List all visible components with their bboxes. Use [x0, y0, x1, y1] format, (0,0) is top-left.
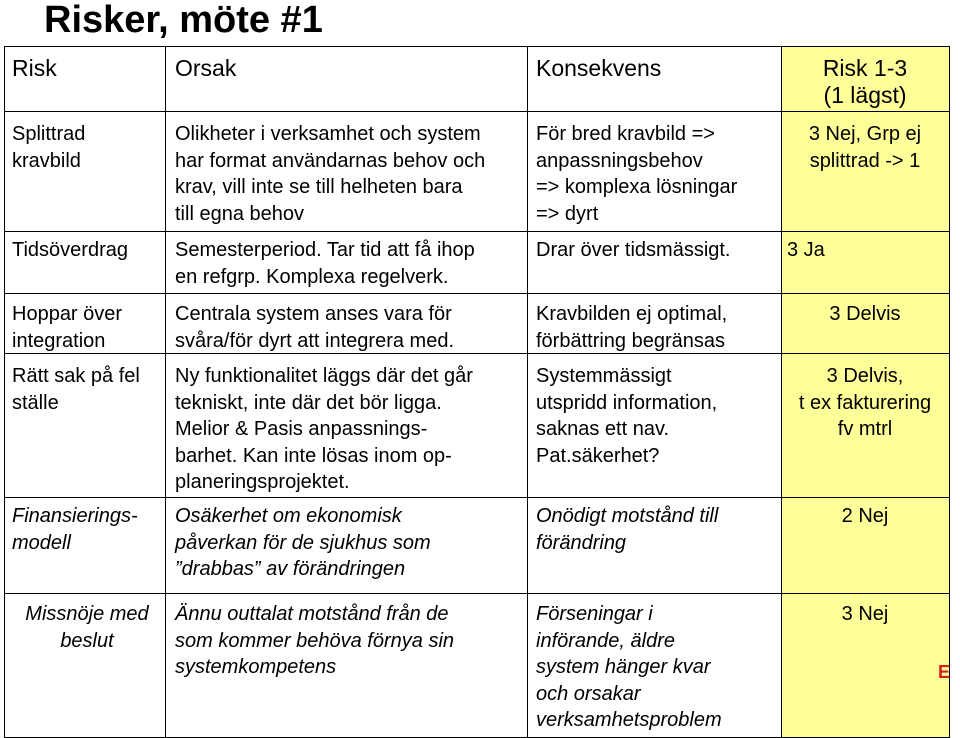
row5-orsak: Osäkerhet om ekonomisk påverkan för de sjukhus som ”drabbas” av förändringen — [175, 505, 431, 580]
header-konsekvens: Konsekvens — [536, 55, 662, 81]
risk-table — [4, 46, 950, 738]
row-divider — [5, 293, 949, 294]
row6-risk: Missnöje med beslut — [25, 603, 149, 652]
row1-risk: Splittrad kravbild — [12, 123, 86, 172]
col-divider — [165, 47, 166, 737]
row3-risk: Hoppar över integration — [12, 303, 123, 352]
row4-orsak: Ny funktionalitet läggs där det går tekniskt, inte där det bör ligga. Melior & Pasis anpassnings- barhet. Kan inte lösas inom op- planeringsprojektet. — [175, 365, 473, 493]
row-divider — [5, 497, 949, 498]
row-divider — [5, 353, 949, 354]
row3-orsak: Centrala system anses vara för svåra/för dyrt att integrera med. — [175, 303, 455, 352]
row5-risk: Finansierings- modell — [12, 505, 138, 554]
row6-orsak: Ännu outtalat motstånd från de som kommer behöva förnya sin systemkompetens — [175, 603, 455, 678]
row-divider — [5, 593, 949, 594]
header-risk-level: Risk 1-3 (1 lägst) — [822, 55, 908, 108]
row-divider — [5, 231, 949, 232]
slide-title: Risker, möte #1 — [44, 0, 323, 41]
row1-orsak: Olikheter i verksamhet och system har format användarnas behov och krav, vill inte se till helheten bara till egna behov — [175, 123, 486, 225]
row-divider — [5, 111, 949, 112]
row3-level: 3 Delvis — [829, 303, 901, 325]
col-divider — [527, 47, 528, 737]
row2-level: 3 Ja — [787, 239, 825, 261]
row2-orsak: Semesterperiod. Tar tid att få ihop en refgrp. Komplexa regelverk. — [175, 239, 475, 288]
row2-konsekvens: Drar över tidsmässigt. — [536, 239, 731, 261]
header-orsak: Orsak — [175, 55, 237, 81]
header-risk: Risk — [12, 55, 57, 81]
row2-risk: Tidsöverdrag — [12, 239, 128, 261]
row4-level: 3 Delvis, t ex fakturering fv mtrl — [798, 365, 932, 440]
edge-mark: E — [938, 662, 951, 682]
row1-level: 3 Nej, Grp ej splittrad -> 1 — [808, 123, 922, 172]
row5-level: 2 Nej — [841, 505, 889, 527]
row6-level: 3 Nej — [841, 603, 889, 625]
row6-konsekvens: Förseningar i införande, äldre system hänger kvar och orsakar verksamhetsproblem — [536, 603, 722, 731]
row4-risk: Rätt sak på fel ställe — [12, 365, 140, 414]
row4-konsekvens: Systemmässigt utspridd information, saknas ett nav. Pat.säkerhet? — [536, 365, 718, 467]
row3-konsekvens: Kravbilden ej optimal, förbättring begränsas — [536, 303, 728, 352]
row5-konsekvens: Onödigt motstånd till förändring — [536, 505, 719, 554]
row1-konsekvens: För bred kravbild => anpassningsbehov => komplexa lösningar => dyrt — [536, 123, 738, 225]
